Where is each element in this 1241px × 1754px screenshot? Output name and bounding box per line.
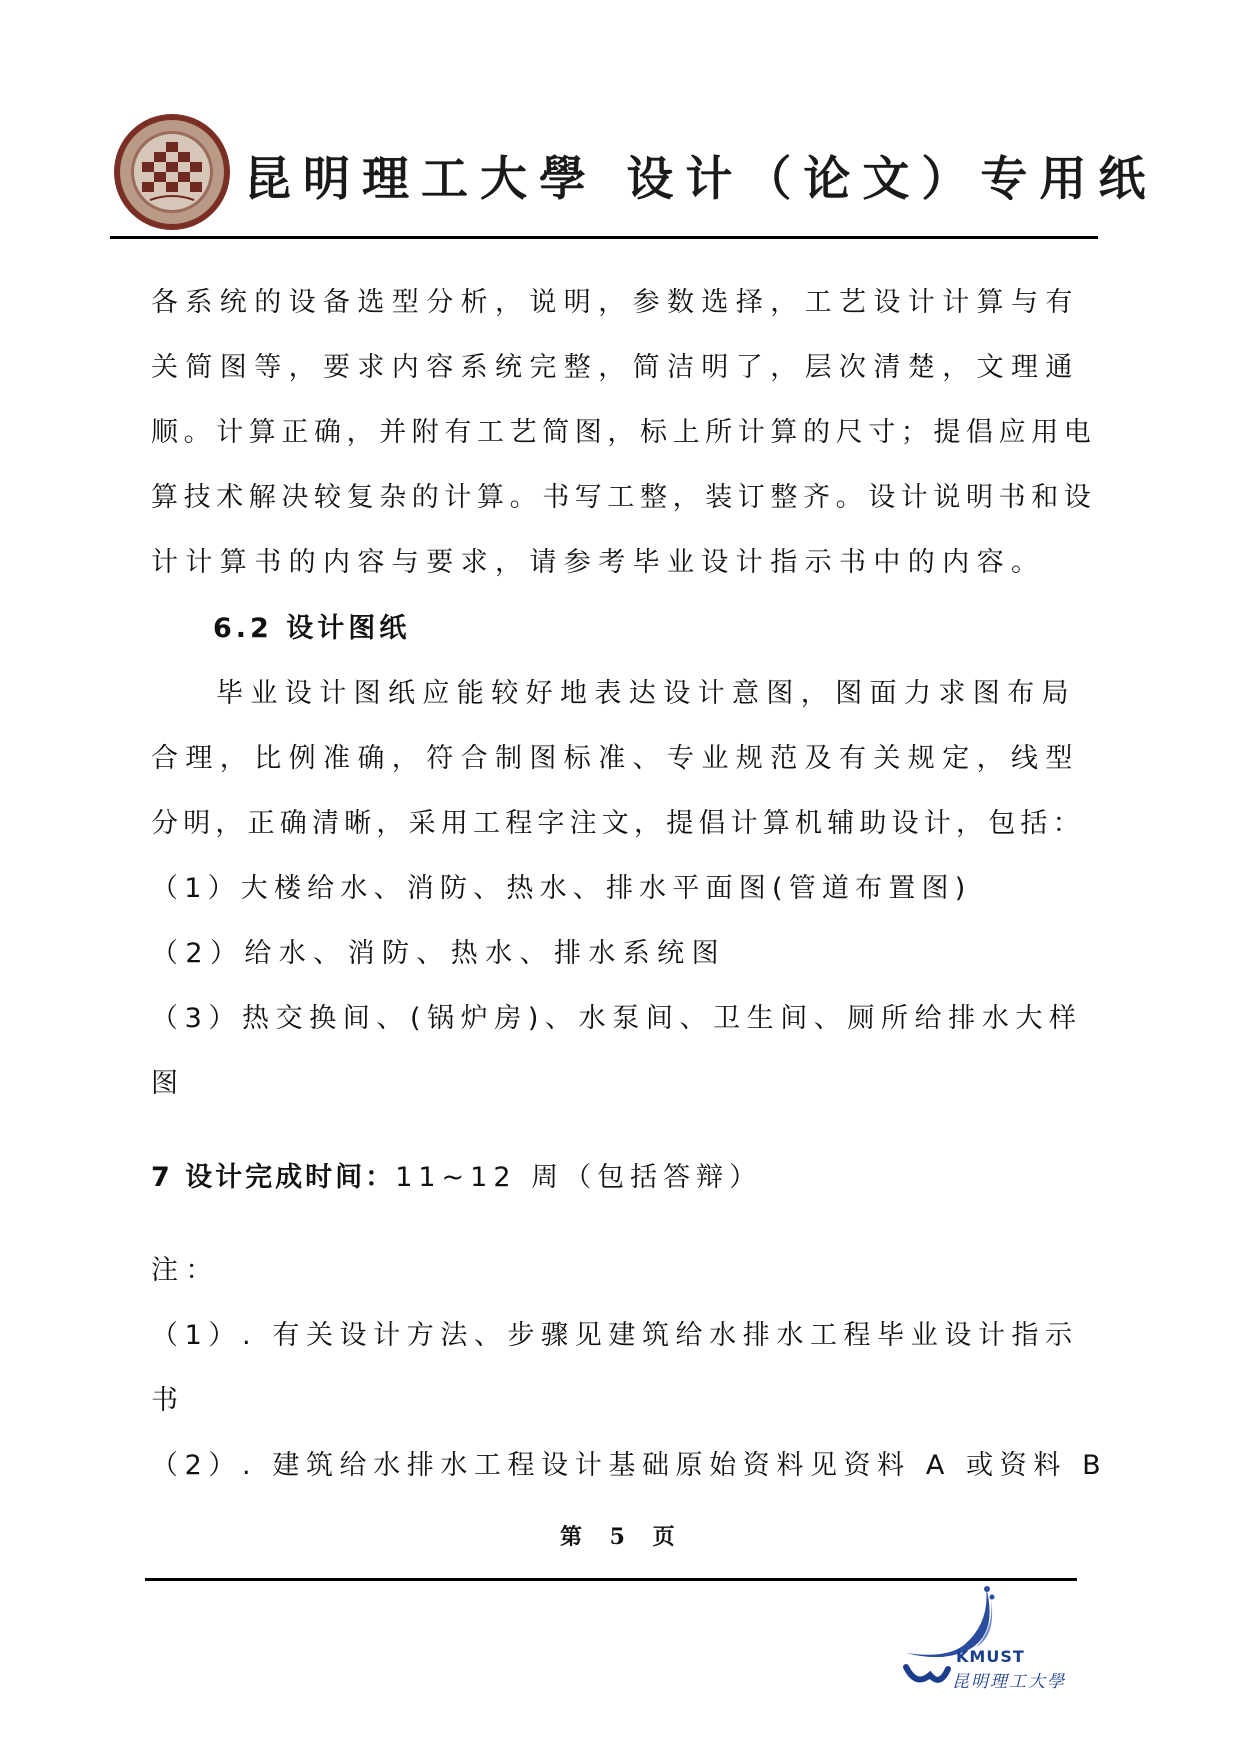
note-item: 书	[151, 1385, 186, 1416]
footer-divider	[145, 1578, 1077, 1581]
paragraph-line: 算技术解决较复杂的计算。书写工整，装订整齐。设计说明书和设	[151, 482, 1097, 513]
list-item: 图	[151, 1068, 186, 1099]
note-item: （2）. 建筑给水排水工程设计基础原始资料见资料 A 或资料 B	[151, 1450, 1108, 1481]
section-heading-7	[151, 1155, 762, 1194]
paragraph-line: 计计算书的内容与要求，请参考毕业设计指示书中的内容。	[151, 547, 1046, 578]
paragraph-line: 各系统的设备选型分析，说明，参数选择，工艺设计计算与有	[151, 287, 1080, 318]
paragraph-line: 顺。计算正确，并附有工艺简图，标上所计算的尺寸；提倡应用电	[151, 417, 1097, 448]
section-7-value: 11~12 周（包括答辩）	[395, 1162, 763, 1193]
university-seal-logo	[112, 112, 232, 232]
list-item: （3）热交换间、(锅炉房)、水泵间、卫生间、厕所给排水大样	[151, 1003, 1083, 1034]
paragraph-line: 合理，比例准确，符合制图标准、专业规范及有关规定，线型	[151, 743, 1080, 774]
list-item: （2）给水、消防、热水、排水系统图	[151, 938, 726, 969]
header-title: 昆明理工大學 设计（论文）专用纸	[244, 152, 1158, 207]
section-7-label: 7 设计完成时间：	[151, 1162, 396, 1193]
kmust-logo-text: KMUST	[956, 1647, 1025, 1666]
note-item: （1）. 有关设计方法、步骤见建筑给水排水工程毕业设计指示	[151, 1320, 1079, 1351]
list-item: （1）大楼给水、消防、热水、排水平面图(管道布置图)	[151, 873, 972, 904]
header-divider	[110, 236, 1098, 239]
paragraph-line: 关简图等，要求内容系统完整，简洁明了，层次清楚，文理通	[151, 352, 1080, 383]
note-label: 注：	[151, 1255, 220, 1286]
paragraph-line: 毕业设计图纸应能较好地表达设计意图，图面力求图布局	[216, 678, 1076, 709]
paragraph-line: 分明，正确清晰，采用工程字注文，提倡计算机辅助设计，包括：	[151, 808, 1085, 839]
page-header	[0, 0, 1241, 245]
kmust-footer-logo	[886, 1583, 1076, 1695]
section-heading-6-2: 6.2 设计图纸	[213, 613, 411, 644]
kmust-logo-chinese: 昆明理工大學	[952, 1672, 1066, 1692]
page-number: 第 5 页	[560, 1524, 685, 1550]
